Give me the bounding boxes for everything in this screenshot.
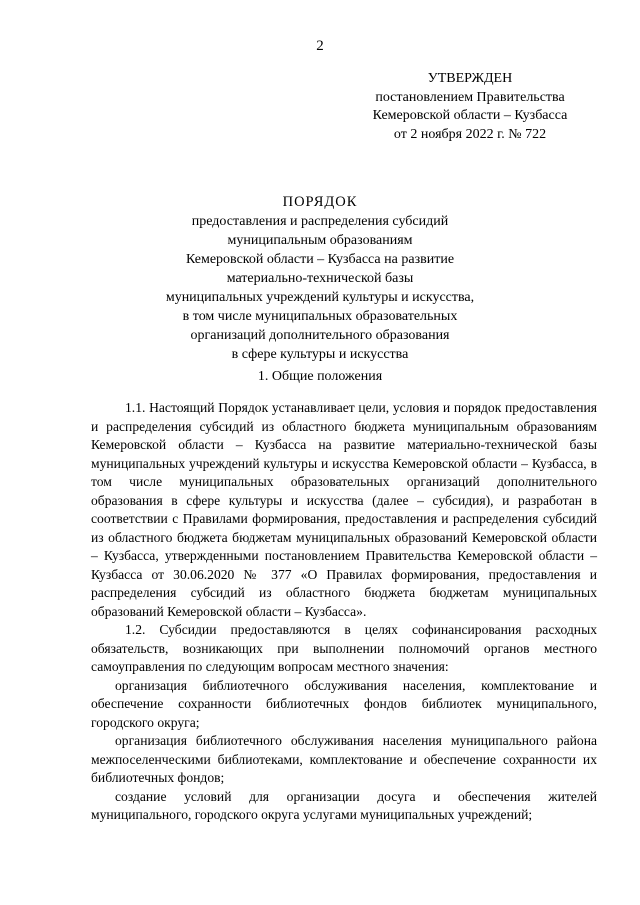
list-item: создание условий для организации досуга и обеспечения жителей муниципального, городского округа услугами муниципальных учреждений; xyxy=(91,788,597,822)
title-line: материально-технической базы xyxy=(226,271,414,286)
title-line: муниципальных учреждений культуры и искусства, xyxy=(165,290,475,305)
paragraph-1-2: 1.2. Субсидии предоставляются в целях софинансирования расходных обязательств, возникающих при выполнении полномочий органов местного самоуправления по следующим вопросам местного значения: xyxy=(91,622,597,674)
list-item: организация библиотечного обслуживания населения муниципального района межпоселенческими библиотеками, комплектование и обеспечение сохранности их библиотечных фондов; xyxy=(91,733,597,785)
approval-line-approved: УТВЕРЖДЕН xyxy=(427,71,513,86)
title-line: Кемеровской области – Кузбасса на развитие xyxy=(185,252,455,267)
title-line: организаций дополнительного образования xyxy=(190,328,450,343)
title-line: муниципальным образованиям xyxy=(227,233,413,248)
title-line: предоставления и распределения субсидий xyxy=(191,214,449,229)
approval-line-by-resolution: постановлением Правительства xyxy=(375,89,565,105)
page-number: 2 xyxy=(316,38,324,54)
list-item: организация библиотечного обслуживания населения, комплектование и обеспечение сохранности библиотечных фондов библиотек муниципального, городского округа; xyxy=(91,677,597,730)
title-line: в том числе муниципальных образовательных xyxy=(182,309,458,324)
title-main: ПОРЯДОК xyxy=(282,194,358,210)
approval-line-date-number: от 2 ноября 2022 г. № 722 xyxy=(393,126,547,142)
document-title xyxy=(80,193,560,364)
paragraph-1-1: 1.1. Настоящий Порядок устанавливает цели, условия и порядок предоставления и распределения субсидий из областного бюджета муниципальным образованиям Кемеровской области – Кузбасса на развитие материально-технической базы муниципальных учреждений культуры и искусства Кемеровской области – Кузбасса, в том числе муниципальных образовательных организаций дополнительного образования в сфере культуры и искусства (далее – субсидия), и разработан в соответствии с Правилами формирования, предоставления и распределения субсидий из областного бюджета бюджетам муниципальных образований Кемеровской области – Кузбасса, утвержденными постановлением Правительства Кемеровской области – Кузбасса от 30.06.2020 № 377 «О Правилах формирования, предоставления и распределения субсидий из областного бюджета бюджетам муниципальных образований Кемеровской области – Кузбасса». xyxy=(91,400,597,619)
approval-line-region: Кемеровской области – Кузбасса xyxy=(372,108,568,123)
body-text xyxy=(91,399,597,825)
approval-stamp xyxy=(330,70,610,144)
title-line: в сфере культуры и искусства xyxy=(231,347,409,362)
section-heading: 1. Общие положения xyxy=(257,369,383,384)
